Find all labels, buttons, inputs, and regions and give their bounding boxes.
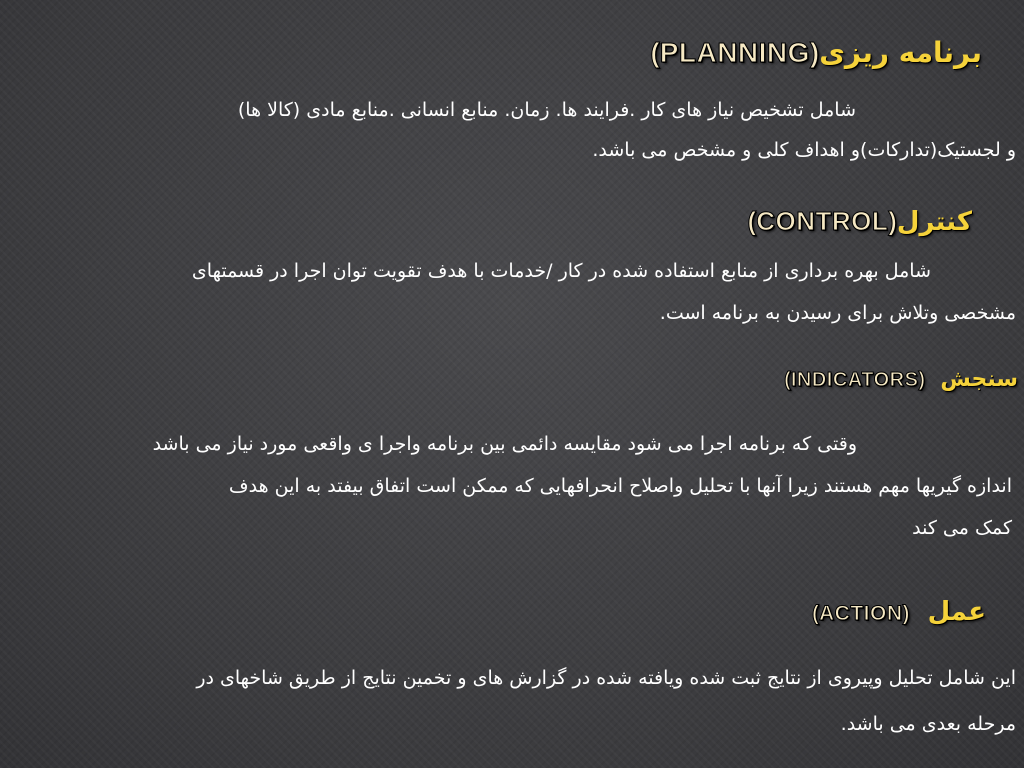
indicators-line-2: اندازه گیریها مهم هستند زیرا آنها با تحلیل واصلاح انحرافهایی که ممکن است اتفاق بیفتد به این هدف — [228, 475, 1012, 497]
control-heading — [748, 206, 972, 237]
action-title-fa: عمل — [927, 597, 986, 627]
planning-heading — [650, 36, 982, 69]
action-title-en: (ACTION) — [812, 602, 910, 625]
action-heading — [812, 597, 986, 627]
indicators-title-en: (INDICATORS) — [784, 369, 926, 391]
planning-title-en: (PLANNING) — [650, 37, 820, 68]
control-title-fa: کنترل — [896, 207, 972, 237]
action-line-2: مرحله بعدی می باشد. — [840, 713, 1016, 735]
action-text — [196, 655, 1016, 747]
planning-title-fa: برنامه ریزی — [819, 36, 982, 69]
control-line-2: مشخصی وتلاش برای رسیدن به برنامه است. — [659, 302, 1016, 324]
indicators-line-1: وقتی که برنامه اجرا می شود مقایسه دائمی بین برنامه واجرا ی واقعی مورد نیاز می باشد — [152, 433, 857, 455]
indicators-text — [153, 423, 1012, 549]
action-line-1: این شامل تحلیل وپیروی از نتایج ثبت شده ویافته شده در گزارش های و تخمین نتایج از طریق شاخهای در — [196, 667, 1016, 689]
control-text — [192, 250, 1016, 334]
control-line-1: شامل بهره برداری از منابع استفاده شده در کار /خدمات با هدف تقویت توان اجرا در قسمتهای — [191, 260, 931, 282]
planning-text — [238, 90, 1016, 170]
planning-line-2: و لجستیک(تدارکات)و اهداف کلی و مشخص می باشد. — [592, 139, 1016, 161]
control-title-en: (CONTROL) — [747, 206, 897, 236]
indicators-heading — [784, 367, 1018, 392]
indicators-line-3: کمک می کند — [912, 517, 1012, 539]
planning-line-1: شامل تشخیص نیاز های کار .فرایند ها. زمان. منابع انسانی .منابع مادی (کالا ها) — [237, 99, 856, 121]
indicators-title-fa: سنجش — [940, 367, 1018, 392]
